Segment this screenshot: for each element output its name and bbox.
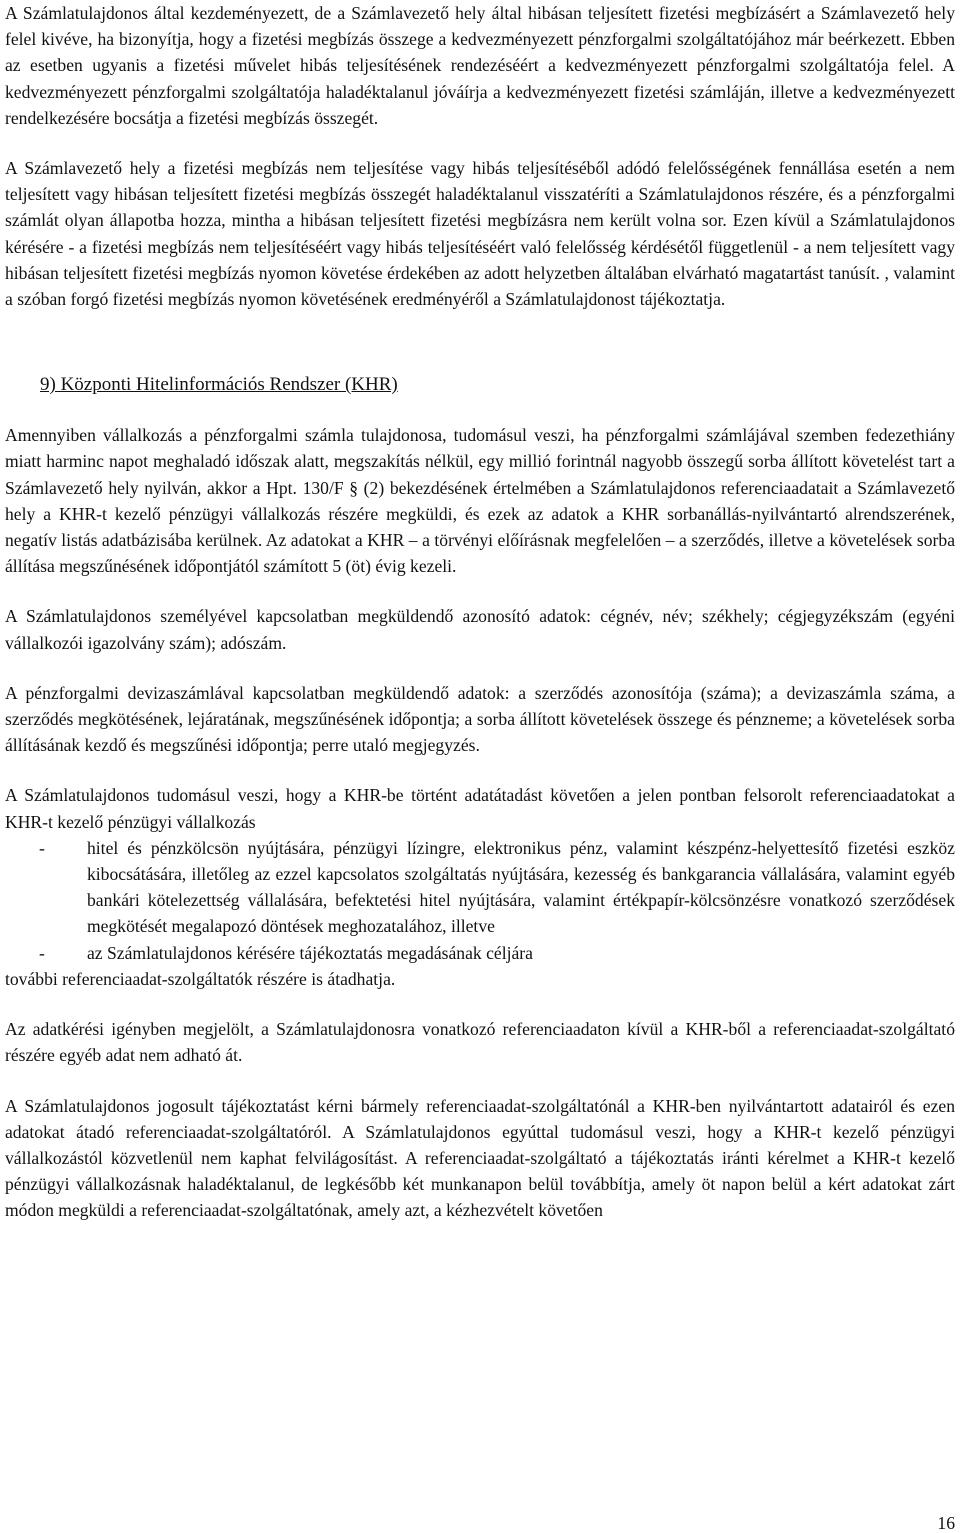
section-heading bbox=[5, 372, 955, 398]
paragraph-information-request: A Számlatulajdonos jogosult tájékoztatást kérni bármely referenciaadat-szolgáltatónál a KHR-ben nyilvántartott adatairól és ezen adatokat átadó referenciaadat-szolgáltatóról. A Számlatulajdonos egyúttal tudomásul veszi, hogy a KHR-t kezelő pénzügyi vállalkozástól közvetlenül nem kaphat felvilágosítást. A referenciaadat-szolgáltató a tájékoztatás iránti kérelmet a KHR-t kezelő pénzügyi vállalkozásnak haladéktalanul, de legkésőbb két munkanapon belül továbbítja, amely öt napon belül a kért adatokat zárt módon megküldi a referenciaadat-szolgáltatónak, amely azt, a kézhezvételt követően bbox=[5, 1095, 955, 1221]
spacer bbox=[5, 398, 955, 422]
purpose-list bbox=[5, 835, 955, 966]
paragraph-liability: A Számlatulajdonos által kezdeményezett, de a Számlavezető hely által hibásan teljesített fizetési megbízásért a Számlavezető hely felel kivéve, ha bizonyítja, hogy a fizetési megbízás összege a kedvezményezett pénzforgalmi szolgáltatójához már beérkezett. Ebben az esetben ugyanis a fizetési művelet hibás teljesítésének rendezéséért a kedvezményezett pénzforgalmi szolgáltatója felel. A kedvezményezett pénzforgalmi szolgáltatója haladéktalanul jóváírja a kedvezményezett fizetési számláján, illetve a kedvezményezett rendelkezésére bocsátja a fizetési megbízás összegét. bbox=[5, 3, 955, 128]
spacer bbox=[5, 579, 955, 603]
list-item bbox=[5, 835, 955, 940]
spacer bbox=[5, 656, 955, 680]
page-number: 16 bbox=[937, 1513, 955, 1533]
spacer bbox=[5, 131, 955, 155]
spacer bbox=[5, 312, 955, 372]
spacer bbox=[5, 758, 955, 782]
spacer bbox=[5, 992, 955, 1016]
paragraph-identity-data: A Számlatulajdonos személyével kapcsolatban megküldendő azonosító adatok: cégnév, név; székhely; cégjegyzékszám (egyéni vállalkozói igazolvány szám); adószám. bbox=[5, 606, 955, 653]
paragraph-transfer-end: további referenciaadat-szolgáltatók részére is átadhatja. bbox=[5, 968, 396, 989]
paragraph-data-restriction: Az adatkérési igényben megjelölt, a Számlatulajdonosra vonatkozó referenciaadaton kívül a KHR-ből a referenciaadat-szolgáltató részére egyéb adat nem adható át. bbox=[5, 1019, 955, 1066]
list-dash: - bbox=[39, 837, 45, 858]
section-heading-text: 9) Központi Hitelinformációs Rendszer (KHR) bbox=[40, 374, 398, 396]
list-item bbox=[5, 940, 955, 966]
list-item-text: az Számlatulajdonos kérésére tájékoztatás megadásának céljára bbox=[87, 942, 533, 963]
list-dash: - bbox=[39, 942, 45, 963]
document-page bbox=[5, 0, 955, 1224]
paragraph-khr-intro: Amennyiben vállalkozás a pénzforgalmi számla tulajdonosa, tudomásul veszi, ha pénzforgalmi számlájával szemben fedezethiány miatt harminc napot meghaladó időszak alatt, megszakítás nélkül, egy millió forintnál nagyobb összegű sorba állított követelést tart a Számlavezető hely nyilván, akkor a Hpt. 130/F § (2) bekezdésének értelmében a Számlatulajdonos referenciaadatait a Számlavezető hely a KHR-t kezelő pénzügyi vállalkozás részére megküldi, és ezek az adatok a KHR sorbanállás-nyilvántartó alrendszerének, negatív listás adatbázisába kerülnek. Az adatokat a KHR – a törvényi előírásnak megfelelően – a szerződés, illetve a követelések sorba állítása megszűnésének időpontjától számított 5 (öt) évig kezeli. bbox=[5, 425, 955, 577]
spacer bbox=[5, 1069, 955, 1093]
paragraph-data-transfer: A Számlatulajdonos tudomásul veszi, hogy a KHR-be történt adatátadást követően a jelen pontban felsorolt referenciaadatokat a KHR-t kezelő pénzügyi vállalkozás bbox=[5, 785, 955, 832]
paragraph-foreign-account-data: A pénzforgalmi devizaszámlával kapcsolatban megküldendő adatok: a szerződés azonosítója (száma); a devizaszámla száma, a szerződés megkötésének, lejáratának, megszűnésének időpontja; a sorba állított követelések összege és pénzneme; a követelések sorba állításának kezdő és megszűnési időpontja; perre utaló megjegyzés. bbox=[5, 682, 955, 756]
paragraph-refund: A Számlavezető hely a fizetési megbízás nem teljesítése vagy hibás teljesítéséből adódó felelősségének fennállása esetén a nem teljesített vagy hibásan teljesített fizetési megbízás összegét haladéktalanul visszatéríti a Számlatulajdonos részére, és a pénzforgalmi számlát olyan állapotba hozza, mintha a hibásan teljesített fizetési megbízásra nem került volna sor. Ezen kívül a Számlatulajdonos kérésére - a fizetési megbízás nem teljesítéséért vagy hibás teljesítéséért való felelősség kérdésétől függetlenül - a nem teljesített vagy hibásan teljesített fizetési megbízás nyomon követése érdekében az adott helyzetben általában elvárható magatartást tanúsít. , valamint a szóban forgó fizetési megbízás nyomon követésének eredményéről a Számlatulajdonost tájékoztatja. bbox=[5, 158, 955, 310]
list-item-text: hitel és pénzkölcsön nyújtására, pénzügyi lízingre, elektronikus pénz, valamint készpénz-helyettesítő fizetési eszköz kibocsátására, illetőleg az ezzel kapcsolatos szolgáltatás nyújtására, kezesség és bankgarancia vállalására, valamint egyéb bankári kötelezettség vállalására, befektetési hitel nyújtására, valamint értékpapír-kölcsönzésre vonatkozó szerződések megkötését megalapozó döntések meghozatalához, illetve bbox=[87, 837, 955, 937]
